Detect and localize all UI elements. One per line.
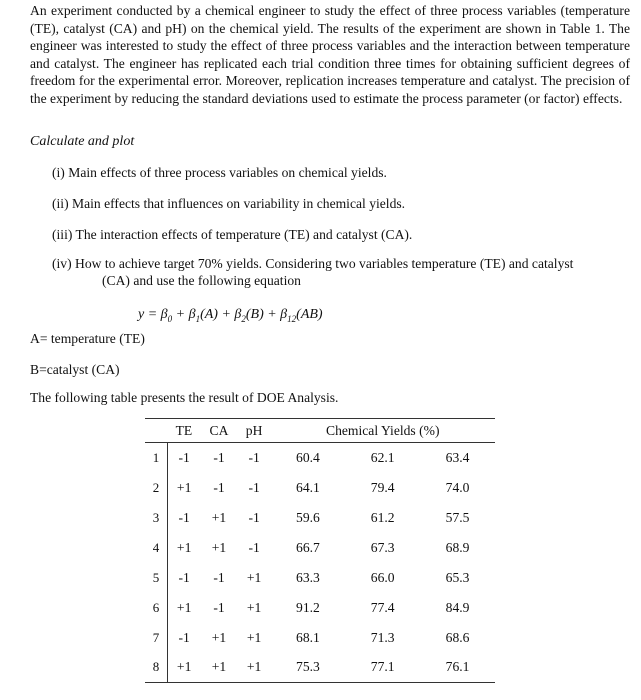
cell-ph: +1 [246, 599, 262, 615]
header-te: TE [175, 422, 193, 438]
cell-y3: 57.5 [445, 509, 470, 525]
problem-intro: An experiment conducted by a chemical engineer to study the effect of three process variables (temperature (TE), catalyst (CA) and pH) on the chemical yield. The results of the experiment are shown in Table 1. The engineer was interested to study the effect of three process variables and the interaction between temperature and catalyst. The engineer has replicated each trial condition three times for obtaining sufficient degrees of freedom for the experimental error. Moreover, replication increases temperature and catalyst. The precision of the experiment by reducing the standard deviations used to estimate the process parameter (or factor) effects. [30, 3, 630, 106]
cell-ph: -1 [248, 479, 260, 495]
cell-y1: 68.1 [296, 629, 320, 645]
cell-run: 8 [152, 659, 160, 675]
task-item-3: (iii) The interaction effects of temperature (TE) and catalyst (CA). [52, 227, 413, 242]
header-yields: Chemical Yields (%) [326, 422, 440, 438]
header-ca: CA [209, 422, 229, 438]
cell-y2: 61.2 [370, 509, 395, 525]
cell-y1: 59.6 [296, 509, 320, 525]
definition-a: A= temperature (TE) [30, 331, 145, 346]
cell-run: 7 [152, 629, 160, 645]
cell-te: +1 [168, 533, 201, 563]
doe-table [145, 418, 495, 683]
cell-te: -1 [168, 443, 201, 473]
cell-ca: +1 [211, 659, 227, 675]
definition-b: B=catalyst (CA) [30, 362, 120, 377]
cell-te: +1 [168, 473, 201, 503]
cell-y2: 77.4 [370, 599, 395, 615]
cell-ph: -1 [248, 509, 260, 525]
cell-ca: +1 [211, 539, 227, 555]
task-item-4 [52, 255, 622, 289]
table-header-row [145, 419, 495, 443]
cell-y3: 65.3 [445, 569, 470, 585]
cell-ca: -1 [213, 569, 225, 585]
cell-run: 6 [152, 599, 160, 615]
cell-y2: 79.4 [370, 479, 395, 495]
calc-heading: Calculate and plot [30, 134, 135, 149]
cell-ca: -1 [213, 479, 225, 495]
cell-y2: 77.1 [370, 659, 395, 675]
table-row [145, 563, 495, 593]
cell-te: -1 [168, 563, 201, 593]
cell-ph: +1 [246, 629, 262, 645]
table-row [145, 473, 495, 503]
cell-y3: 84.9 [445, 599, 470, 615]
cell-te: -1 [168, 503, 201, 533]
cell-ca: -1 [213, 449, 225, 465]
task-item-4-line1: (iv) How to achieve target 70% yields. Considering two variables temperature (TE) and catalyst [52, 256, 574, 271]
cell-y1: 75.3 [296, 659, 320, 675]
task-item-4-line2: (CA) and use the following equation [102, 273, 301, 288]
cell-y3: 63.4 [445, 449, 470, 465]
table-row [145, 653, 495, 683]
cell-ph: -1 [248, 539, 260, 555]
cell-y2: 71.3 [370, 629, 395, 645]
cell-ph: -1 [248, 449, 260, 465]
table-intro: The following table presents the result of DOE Analysis. [30, 390, 339, 405]
cell-y1: 91.2 [296, 599, 320, 615]
table-row [145, 593, 495, 623]
table-row [145, 443, 495, 473]
table-row [145, 623, 495, 653]
cell-ph: +1 [246, 569, 262, 585]
cell-y3: 68.9 [445, 539, 470, 555]
table-row [145, 503, 495, 533]
cell-run: 4 [152, 539, 160, 555]
cell-te: +1 [168, 653, 201, 683]
cell-y3: 68.6 [445, 629, 470, 645]
cell-y1: 63.3 [296, 569, 320, 585]
cell-y2: 66.0 [370, 569, 395, 585]
regression-equation: $y = \beta_0 + \beta_1(A) + \beta_2(B) + \beta_{12}(AB)$ [138, 307, 323, 324]
cell-ph: +1 [246, 659, 262, 675]
cell-y2: 62.1 [370, 449, 395, 465]
task-item-1: (i) Main effects of three process variables on chemical yields. [52, 165, 387, 180]
cell-ca: -1 [213, 599, 225, 615]
cell-y1: 64.1 [296, 479, 320, 495]
cell-y3: 76.1 [445, 659, 470, 675]
table-row [145, 533, 495, 563]
cell-te: +1 [168, 593, 201, 623]
cell-y1: 60.4 [296, 449, 320, 465]
cell-run: 2 [152, 479, 160, 495]
cell-ca: +1 [211, 509, 227, 525]
task-item-2: (ii) Main effects that influences on variability in chemical yields. [52, 196, 406, 211]
header-ph: pH [245, 422, 263, 438]
cell-run: 5 [152, 569, 160, 585]
cell-te: -1 [168, 623, 201, 653]
cell-run: 1 [152, 449, 160, 465]
cell-ca: +1 [211, 629, 227, 645]
cell-y1: 66.7 [296, 539, 320, 555]
cell-y2: 67.3 [370, 539, 395, 555]
cell-y3: 74.0 [445, 479, 470, 495]
cell-run: 3 [152, 509, 160, 525]
